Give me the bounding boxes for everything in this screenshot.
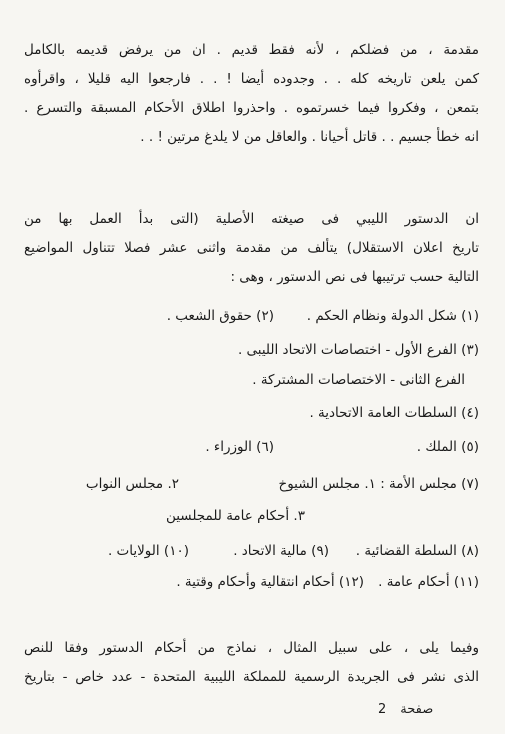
chapter-7: (٧) مجلس الأمة : ١. مجلس الشيوخ <box>278 476 479 492</box>
page-footer <box>378 702 433 717</box>
text-line: تاريخ اعلان الاستقلال) يتألف من مقدمة واثنى عشر فصلا تتناول المواضيع <box>24 240 479 256</box>
chapter-6: (٦) الوزراء . <box>205 439 274 455</box>
text-line: ان الدستور الليبي فى صيغته الأصلية (التى بدأ العمل بها من <box>24 211 479 227</box>
text-line: مقدمة ، من فضلكم ، لأنه فقط قديم . ان من يرفض قديمه بالكامل <box>24 42 479 58</box>
list-item <box>24 541 479 561</box>
list-item: ٣. أحكام عامة للمجلسين <box>165 508 305 524</box>
chapter-8: (٨) السلطة القضائية . <box>355 543 479 559</box>
text-line: بتمعن ، وفكروا فيما خسرتموه . واحذروا اطلاق الأحكام المسبقة والتسرع . <box>24 100 479 116</box>
list-item: (٣) الفرع الأول - اختصاصات الاتحاد الليبى . <box>237 342 479 358</box>
chapter-11: (١١) أحكام عامة . <box>378 574 479 590</box>
list-item: الفرع الثانى - الاختصاصات المشتركة . <box>252 372 465 388</box>
list-item: (٤) السلطات العامة الاتحادية . <box>309 405 479 421</box>
list-item <box>24 474 479 494</box>
chapter-2: (٢) حقوق الشعب . <box>166 308 274 324</box>
text-line: انه خطأ جسيم . . قاتل أحيانا . والعاقل من لا يلدغ مرتين ! . . <box>140 129 479 145</box>
list-item <box>24 572 479 592</box>
chapter-9: (٩) مالية الاتحاد . <box>233 543 329 559</box>
text-line: التالية حسب ترتيبها فى نص الدستور ، وهى : <box>230 269 479 285</box>
chapter-5: (٥) الملك . <box>416 439 479 455</box>
text-line: كمن يلعن تاريخه كله . . وجدوده أيضا ! . . فارجعوا اليه قليلا ، واقرأوه <box>24 71 479 87</box>
list-item <box>24 306 479 326</box>
text-line: وفيما يلى ، على سبيل المثال ، نماذج من أحكام الدستور وفقا للنص <box>24 640 479 656</box>
chapter-12: (١٢) أحكام انتقالية وأحكام وقتية . <box>176 574 364 590</box>
list-item <box>24 437 479 457</box>
page-number: 2 <box>378 702 387 717</box>
text-line: الذى نشر فى الجريدة الرسمية للمملكة الليبية المتحدة - عدد خاص - بتاريخ <box>24 669 479 685</box>
page-label: صفحة <box>400 702 434 717</box>
chapter-7-house: ٢. مجلس النواب <box>85 476 179 492</box>
chapter-10: (١٠) الولايات . <box>107 543 189 559</box>
chapter-1: (١) شكل الدولة ونظام الحكم . <box>306 308 479 324</box>
